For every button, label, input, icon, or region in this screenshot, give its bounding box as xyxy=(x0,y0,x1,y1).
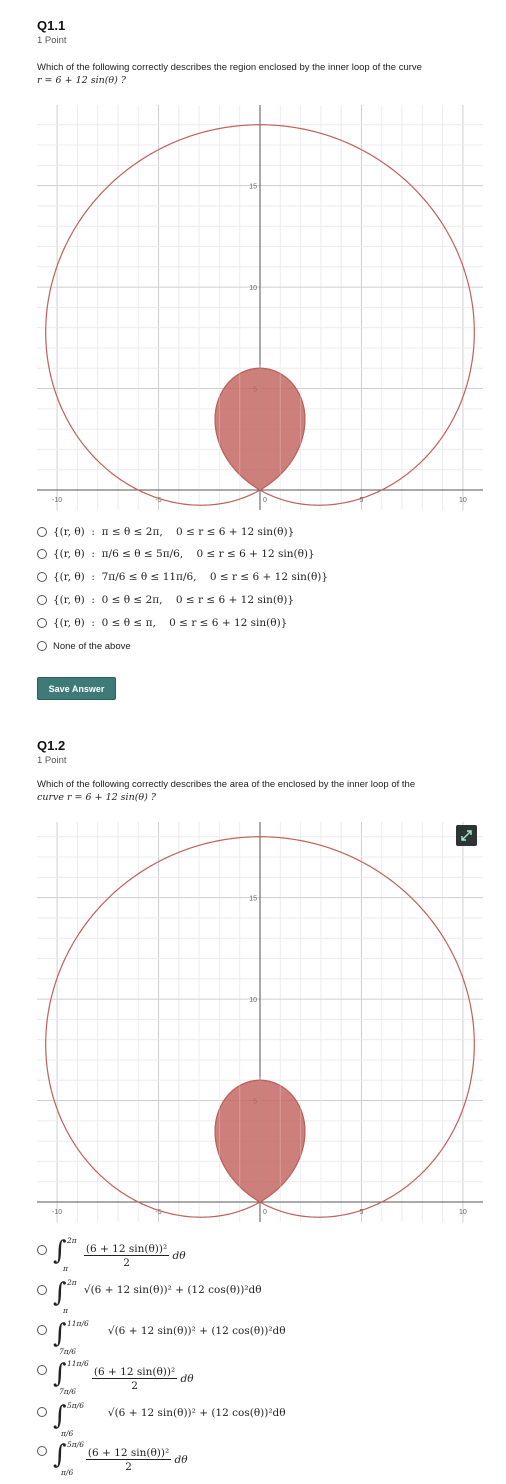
y-tick-label: 10 xyxy=(249,997,257,1005)
option-4[interactable] xyxy=(37,1359,194,1396)
option-6[interactable] xyxy=(37,638,131,654)
radio-button[interactable] xyxy=(37,1365,47,1375)
radio-button[interactable] xyxy=(37,1407,47,1417)
option-label: ∫ 2π π √(6 + 12 sin(θ))² + (12 cos(θ))²dθ xyxy=(53,1278,262,1315)
question-points: 1 Point xyxy=(37,35,67,46)
question-prompt xyxy=(37,61,477,87)
prompt-text: Which of the following correctly describes the region enclosed by the inner loop of the curve xyxy=(37,62,422,73)
option-5[interactable] xyxy=(37,615,287,631)
option-3[interactable] xyxy=(37,1319,286,1356)
radio-button[interactable] xyxy=(37,1446,47,1456)
question-title: Q1.2 xyxy=(37,738,66,753)
option-4[interactable] xyxy=(37,592,294,608)
question-2-header xyxy=(37,738,477,766)
prompt-text: Which of the following correctly describes the area of the enclosed by the inner loop of the xyxy=(37,779,416,790)
x-tick-label: -5 xyxy=(155,497,162,504)
x-tick-label: 0 xyxy=(263,497,267,504)
option-label: None of the above xyxy=(53,640,131,652)
option-1[interactable] xyxy=(37,524,294,540)
expand-icon xyxy=(461,830,472,841)
prompt-curve: curve r = 6 + 12 sin(θ) ? xyxy=(37,792,156,803)
option-2[interactable] xyxy=(37,546,315,562)
question-prompt xyxy=(37,778,477,804)
option-label: ∫ 11π/6 7π/6 √(6 + 12 sin(θ))² + (12 cos(θ))²dθ xyxy=(53,1319,286,1356)
option-label: {(r, θ) : 0 ≤ θ ≤ π, 0 ≤ r ≤ 6 + 12 sin(θ)} xyxy=(53,617,288,629)
expand-graph-button[interactable] xyxy=(456,825,477,846)
radio-button[interactable] xyxy=(37,549,47,559)
x-tick-label: 0 xyxy=(263,1209,267,1216)
option-label: ∫ 5π/6 π/6 √(6 + 12 sin(θ))² + (12 cos(θ))²dθ xyxy=(53,1401,286,1438)
radio-button[interactable] xyxy=(37,1325,47,1335)
question-title: Q1.1 xyxy=(37,18,66,33)
option-5[interactable] xyxy=(37,1401,286,1438)
option-label: ∫ 11π/6 7π/6 $\frac{\text{(6 + 12 sin(θ))²}}{2}$ dθ xyxy=(53,1359,194,1396)
option-6[interactable] xyxy=(37,1440,188,1477)
x-tick-label: -5 xyxy=(155,1209,162,1216)
option-3[interactable] xyxy=(37,569,328,585)
option-1[interactable] xyxy=(37,1236,186,1273)
radio-button[interactable] xyxy=(37,618,47,628)
save-answer-button[interactable]: Save Answer xyxy=(37,677,116,700)
option-2[interactable] xyxy=(37,1278,262,1315)
option-label: {(r, θ) : 7π/6 ≤ θ ≤ 11π/6, 0 ≤ r ≤ 6 + 12 sin(θ)} xyxy=(53,571,329,583)
x-tick-label: -10 xyxy=(52,1209,63,1216)
radio-button[interactable] xyxy=(37,1245,47,1255)
x-tick-label: 5 xyxy=(359,1209,364,1216)
polar-graph-1[interactable] xyxy=(37,105,483,510)
option-label: ∫ 5π/6 π/6 $\frac{\text{(6 + 12 sin(θ))²}}{2}$ dθ xyxy=(53,1440,188,1477)
question-1-header xyxy=(37,18,477,46)
radio-button[interactable] xyxy=(37,641,47,651)
radio-button[interactable] xyxy=(37,1285,47,1295)
x-tick-label: 5 xyxy=(359,497,364,504)
radio-button[interactable] xyxy=(37,595,47,605)
radio-button[interactable] xyxy=(37,527,47,537)
y-tick-label: 15 xyxy=(249,183,257,191)
prompt-curve: r = 6 + 12 sin(θ) ? xyxy=(37,75,126,86)
x-tick-label: 10 xyxy=(459,497,467,504)
y-tick-label: 10 xyxy=(249,285,257,293)
option-label: {(r, θ) : π ≤ θ ≤ 2π, 0 ≤ r ≤ 6 + 12 sin(θ)} xyxy=(53,526,295,538)
x-tick-label: -10 xyxy=(52,497,63,504)
option-label: ∫ 2π π $\frac{\text{(6 + 12 sin(θ))²}}{2}$ dθ xyxy=(53,1236,186,1273)
x-tick-label: 10 xyxy=(459,1209,467,1216)
graph-svg xyxy=(37,822,483,1222)
y-tick-label: 15 xyxy=(249,895,257,903)
polar-graph-2[interactable] xyxy=(37,822,483,1222)
graph-svg xyxy=(37,105,483,510)
option-label: {(r, θ) : π/6 ≤ θ ≤ 5π/6, 0 ≤ r ≤ 6 + 12 sin(θ)} xyxy=(53,548,315,560)
radio-button[interactable] xyxy=(37,572,47,582)
question-points: 1 Point xyxy=(37,755,67,766)
option-label: {(r, θ) : 0 ≤ θ ≤ 2π, 0 ≤ r ≤ 6 + 12 sin(θ)} xyxy=(53,594,295,606)
